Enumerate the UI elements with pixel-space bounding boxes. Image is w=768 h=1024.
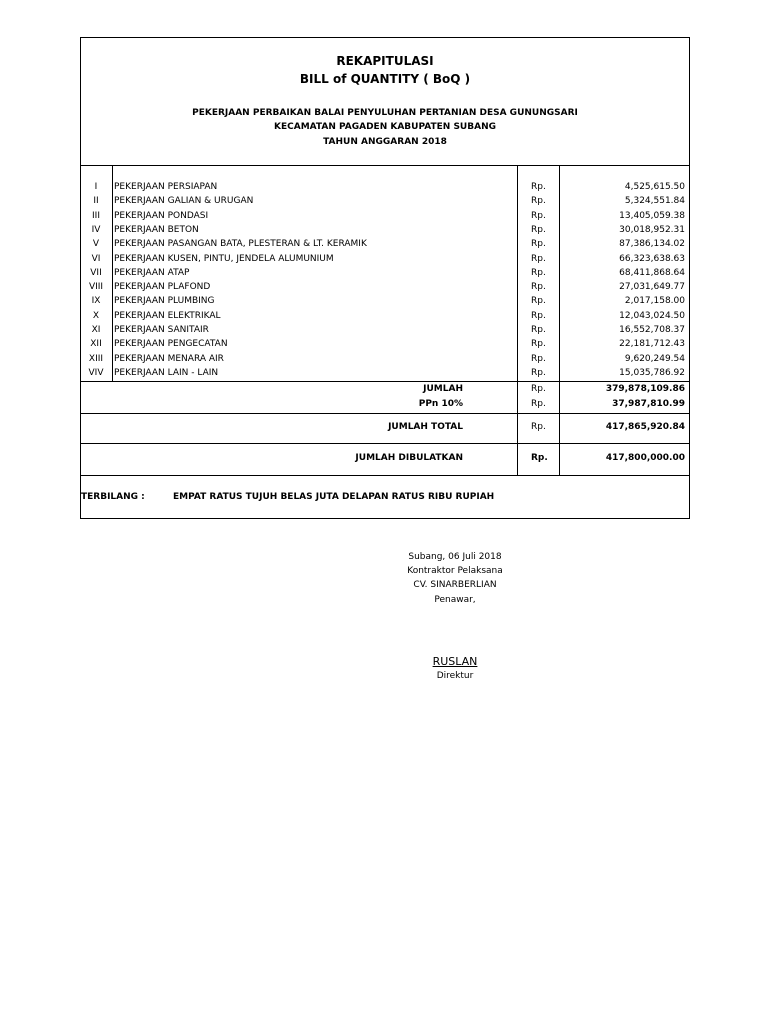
table-row xyxy=(81,366,689,380)
item-currency: Rp. xyxy=(531,182,546,192)
signature-bidder: Penawar, xyxy=(434,595,476,605)
item-amount: 22,181,712.43 xyxy=(619,339,685,350)
item-description: PEKERJAAN PERSIAPAN xyxy=(114,182,218,192)
item-number: X xyxy=(92,310,100,321)
table-row xyxy=(81,209,689,223)
subtotal-amount: 379,878,109.86 xyxy=(605,384,685,394)
item-description: PEKERJAAN KUSEN, PINTU, JENDELA ALUMUNIUM xyxy=(114,253,334,264)
item-number: IX xyxy=(91,296,101,307)
item-amount: 30,018,952.31 xyxy=(619,224,685,235)
tax-amount: 37,987,810.99 xyxy=(612,399,685,409)
rounded-row xyxy=(81,451,689,465)
table-row xyxy=(81,309,689,323)
item-description: PEKERJAAN PLAFOND xyxy=(114,282,211,293)
item-description: PEKERJAAN SANITAIR xyxy=(114,325,209,335)
table-row xyxy=(81,252,689,266)
item-description: PEKERJAAN MENARA AIR xyxy=(114,353,224,364)
item-number: VII xyxy=(90,267,102,278)
project-location: KECAMATAN PAGADEN KABUPATEN SUBANG xyxy=(274,122,496,132)
total-row xyxy=(81,420,689,434)
header-divider xyxy=(81,165,689,166)
table-row xyxy=(81,223,689,237)
item-currency: Rp. xyxy=(531,196,546,207)
item-number: VI xyxy=(91,253,101,264)
item-amount: 9,620,249.54 xyxy=(624,353,685,364)
tax-label: PPn 10% xyxy=(418,399,463,409)
subtotal-currency: Rp. xyxy=(531,384,546,394)
item-number: XII xyxy=(90,339,102,350)
signature-name: RUSLAN xyxy=(432,655,478,668)
item-amount: 16,552,708.37 xyxy=(619,325,685,335)
item-amount: 15,035,786.92 xyxy=(619,367,685,378)
budget-year: TAHUN ANGGARAN 2018 xyxy=(323,137,447,147)
item-description: PEKERJAAN LAIN - LAIN xyxy=(114,367,219,378)
table-row xyxy=(81,194,689,208)
item-amount: 4,525,615.50 xyxy=(624,182,685,192)
signature-place-date: Subang, 06 Juli 2018 xyxy=(408,552,502,562)
signature-company: CV. SINARBERLIAN xyxy=(413,580,497,590)
item-amount: 13,405,059.38 xyxy=(619,210,685,221)
total-label: JUMLAH TOTAL xyxy=(388,422,463,432)
item-currency: Rp. xyxy=(531,339,546,350)
item-amount: 5,324,551.84 xyxy=(624,196,685,207)
rounded-amount: 417,800,000.00 xyxy=(605,453,685,463)
item-description: PEKERJAAN PLUMBING xyxy=(114,296,215,307)
item-description: PEKERJAAN ELEKTRIKAL xyxy=(114,310,221,321)
item-number: XIII xyxy=(88,353,104,364)
rounded-divider xyxy=(81,475,689,476)
table-row xyxy=(81,323,689,337)
amount-in-words-text: EMPAT RATUS TUJUH BELAS JUTA DELAPAN RATUS RIBU RUPIAH xyxy=(173,492,495,502)
subtotal-label: JUMLAH xyxy=(423,384,463,394)
total-amount: 417,865,920.84 xyxy=(605,422,685,432)
item-number: II xyxy=(93,196,99,207)
item-amount: 66,323,638.63 xyxy=(619,253,685,264)
table-row xyxy=(81,280,689,294)
item-currency: Rp. xyxy=(531,325,546,335)
item-currency: Rp. xyxy=(531,224,546,235)
item-amount: 68,411,868.64 xyxy=(619,267,685,278)
item-description: PEKERJAAN ATAP xyxy=(114,267,190,278)
item-currency: Rp. xyxy=(531,310,546,321)
item-number: I xyxy=(94,182,98,192)
table-row xyxy=(81,352,689,366)
item-number: III xyxy=(92,210,100,221)
item-currency: Rp. xyxy=(531,253,546,264)
table-row xyxy=(81,180,689,194)
item-currency: Rp. xyxy=(531,282,546,293)
item-currency: Rp. xyxy=(531,353,546,364)
tax-row xyxy=(81,397,689,411)
amount-in-words-label: TERBILANG : xyxy=(81,492,145,502)
item-amount: 87,386,134.02 xyxy=(619,239,685,250)
amount-in-words-row xyxy=(81,490,689,504)
total-currency: Rp. xyxy=(531,422,546,432)
signature-role: Kontraktor Pelaksana xyxy=(407,566,503,576)
item-number: VIII xyxy=(88,282,104,293)
table-row xyxy=(81,266,689,280)
item-currency: Rp. xyxy=(531,296,546,307)
table-row xyxy=(81,237,689,251)
item-currency: Rp. xyxy=(531,210,546,221)
item-number: IV xyxy=(91,224,101,235)
subtotal-divider xyxy=(81,413,689,414)
total-divider xyxy=(81,443,689,444)
item-description: PEKERJAAN PENGECATAN xyxy=(114,339,228,350)
item-amount: 27,031,649.77 xyxy=(619,282,685,293)
table-row xyxy=(81,294,689,308)
item-amount: 2,017,158.00 xyxy=(624,296,685,307)
item-description: PEKERJAAN BETON xyxy=(114,224,199,235)
item-number: VIV xyxy=(88,367,104,378)
boq-sheet xyxy=(80,37,690,519)
doc-subtitle: BILL of QUANTITY ( BoQ ) xyxy=(299,72,471,86)
rounded-label: JUMLAH DIBULATKAN xyxy=(355,453,463,463)
subtotal-row xyxy=(81,382,689,396)
item-description: PEKERJAAN PASANGAN BATA, PLESTERAN & LT. KERAMIK xyxy=(114,239,367,250)
doc-title: REKAPITULASI xyxy=(336,54,434,68)
project-name: PEKERJAAN PERBAIKAN BALAI PENYULUHAN PERTANIAN DESA GUNUNGSARI xyxy=(192,108,578,118)
table-row xyxy=(81,337,689,351)
item-currency: Rp. xyxy=(531,367,546,378)
item-currency: Rp. xyxy=(531,239,546,250)
tax-currency: Rp. xyxy=(531,399,546,409)
item-description: PEKERJAAN GALIAN & URUGAN xyxy=(114,196,254,207)
item-number: V xyxy=(92,239,100,250)
item-number: XI xyxy=(91,325,101,335)
item-amount: 12,043,024.50 xyxy=(619,310,685,321)
rounded-currency: Rp. xyxy=(531,453,548,463)
item-description: PEKERJAAN PONDASI xyxy=(114,210,209,221)
signature-position: Direktur xyxy=(436,671,474,681)
item-currency: Rp. xyxy=(531,267,546,278)
